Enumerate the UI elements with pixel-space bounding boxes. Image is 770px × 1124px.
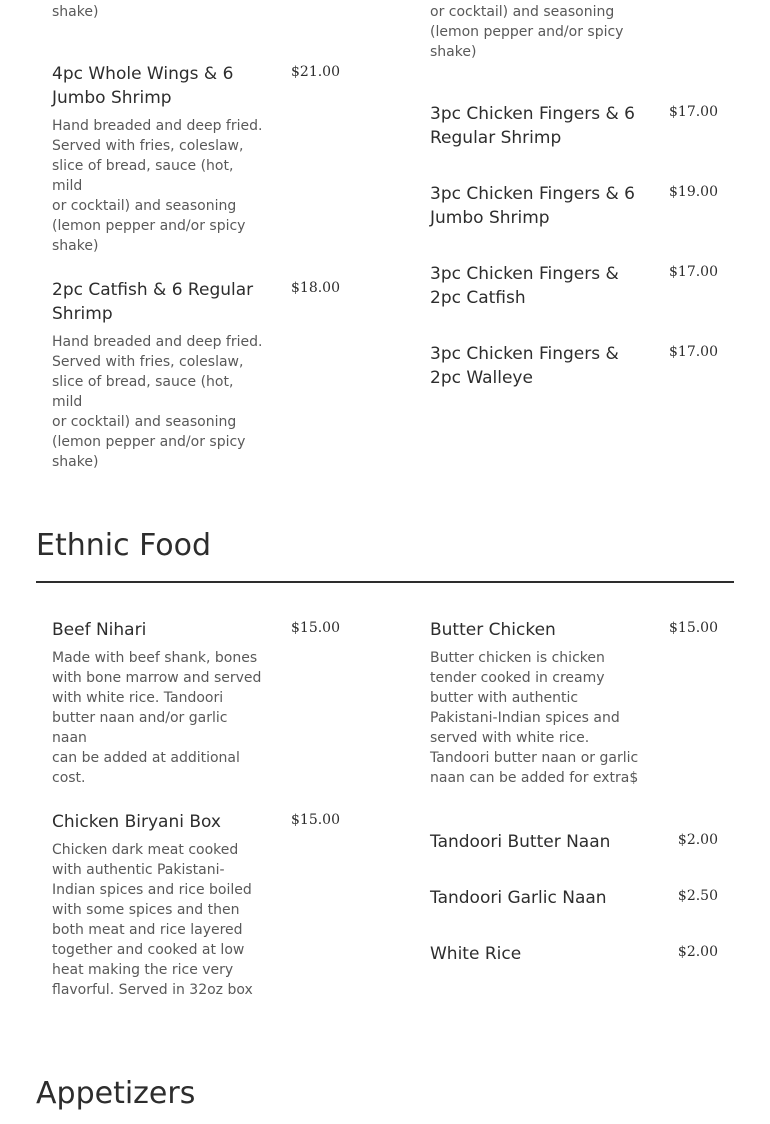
- section-title-ethnic-food: Ethnic Food: [36, 528, 212, 563]
- menu-item-price: $21.00: [291, 64, 340, 80]
- menu-item-description: Chicken dark meat cooked with authentic Pakistani- Indian spices and rice boiled with some spices and then both meat and rice layered together and cooked at low heat making the rice very flavorful. Served in 32oz box: [52, 842, 253, 998]
- menu-item-price: $2.00: [677, 832, 718, 848]
- menu-item[interactable]: [430, 830, 718, 854]
- menu-item-price: $2.50: [677, 888, 718, 904]
- menu-item-price: $15.00: [669, 620, 718, 636]
- menu-item[interactable]: [430, 262, 718, 310]
- menu-item-name: Chicken Biryani Box: [52, 812, 221, 832]
- menu-item[interactable]: [52, 62, 340, 256]
- menu-item-name: 3pc Chicken Fingers & 2pc Walleye: [430, 344, 619, 388]
- menu-item-description: Hand breaded and deep fried. Served with fries, coleslaw, slice of bread, sauce (hot, mild or cocktail) and seasoning (lemon pepper and/or spicy shake): [52, 334, 263, 470]
- menu-item-description: Made with beef shank, bones with bone marrow and served with white rice. Tandoori butter naan and/or garlic naan can be added at additional cost.: [52, 650, 262, 786]
- menu-item-name: 3pc Chicken Fingers & 2pc Catfish: [430, 264, 619, 308]
- item-description-fragment: or cocktail) and seasoning (lemon pepper and/or spicy shake): [430, 4, 624, 60]
- menu-item-name: Tandoori Butter Naan: [430, 832, 611, 852]
- menu-item-name: White Rice: [430, 944, 522, 964]
- menu-item-price: $15.00: [291, 620, 340, 636]
- menu-item-name: 3pc Chicken Fingers & 6 Regular Shrimp: [430, 104, 635, 148]
- menu-item[interactable]: [430, 182, 718, 230]
- menu-item[interactable]: [430, 102, 718, 150]
- menu-item-price: $19.00: [669, 184, 718, 200]
- menu-item[interactable]: [430, 342, 718, 390]
- menu-item-price: $17.00: [669, 104, 718, 120]
- section-divider: [36, 581, 734, 583]
- menu-item-name: Tandoori Garlic Naan: [430, 888, 607, 908]
- menu-item-name: Butter Chicken: [430, 620, 556, 640]
- menu-item[interactable]: [52, 618, 340, 788]
- section-title-appetizers: Appetizers: [36, 1076, 196, 1111]
- menu-item-name: 3pc Chicken Fingers & 6 Jumbo Shrimp: [430, 184, 635, 228]
- item-description-fragment: shake): [52, 4, 99, 20]
- menu-item-name: 4pc Whole Wings & 6 Jumbo Shrimp: [52, 64, 234, 108]
- menu-item[interactable]: [52, 810, 340, 1000]
- menu-item-price: $2.00: [677, 944, 718, 960]
- menu-item-description: Butter chicken is chicken tender cooked in creamy butter with authentic Pakistani-Indian spices and served with white rice. Tandoori butter naan or garlic naan can be added for extra$: [430, 650, 639, 786]
- menu-item[interactable]: [52, 278, 340, 472]
- menu-item[interactable]: [430, 942, 718, 966]
- menu-item-description: Hand breaded and deep fried. Served with fries, coleslaw, slice of bread, sauce (hot, mild or cocktail) and seasoning (lemon pepper and/or spicy shake): [52, 118, 263, 254]
- menu-item-price: $15.00: [291, 812, 340, 828]
- menu-item-name: 2pc Catfish & 6 Regular Shrimp: [52, 280, 254, 324]
- menu-item-price: $17.00: [669, 264, 718, 280]
- menu-item-name: Beef Nihari: [52, 620, 147, 640]
- menu-item-price: $17.00: [669, 344, 718, 360]
- menu-item[interactable]: [430, 886, 718, 910]
- menu-item[interactable]: [430, 618, 718, 788]
- menu-item-price: $18.00: [291, 280, 340, 296]
